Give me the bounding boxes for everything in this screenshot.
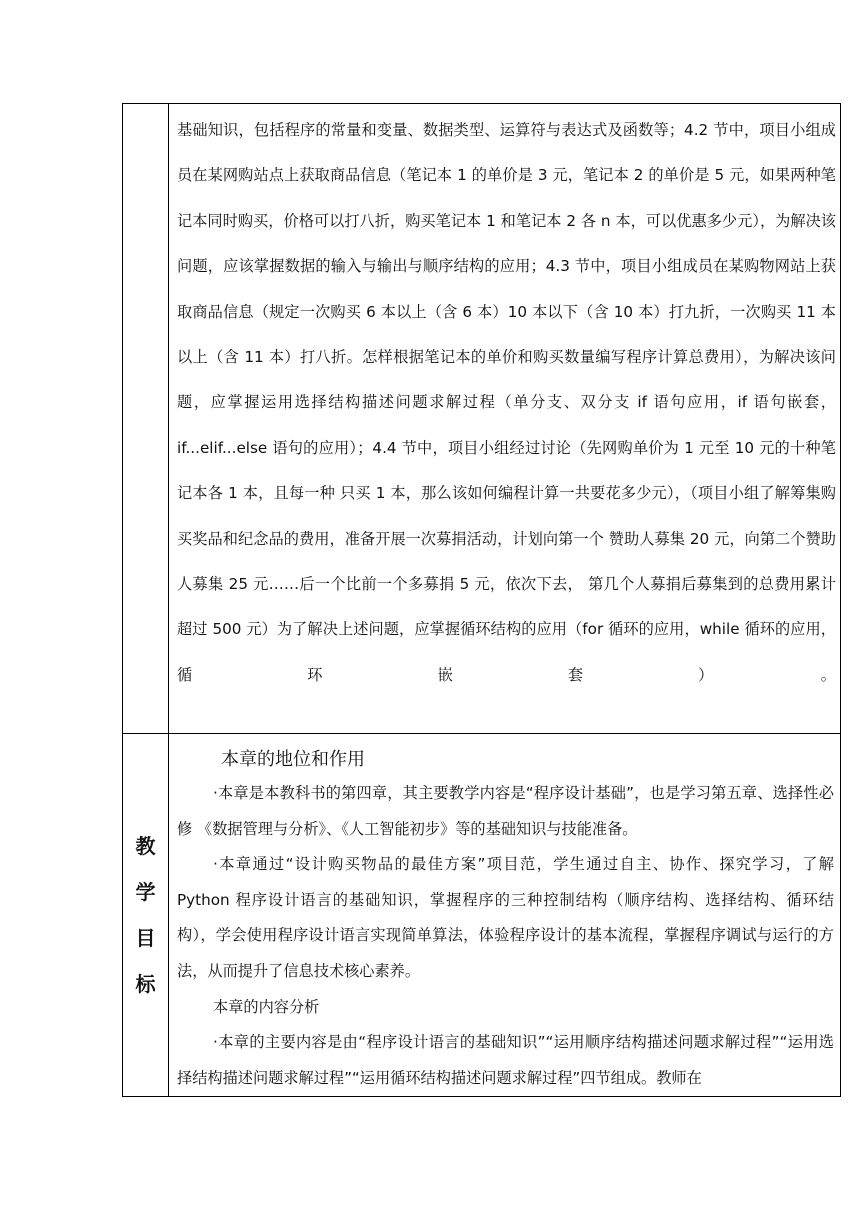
paragraph-content-analysis: ·本章的主要内容是由“程序设计语言的基础知识”“运用顺序结构描述问题求解过程”“运用选择结构描述问题求解过程”“运用循环结构描述问题求解过程”四节组成。教师在 <box>177 1033 834 1087</box>
label-char: 学 <box>135 880 156 905</box>
section-heading-content-analysis: 本章的内容分析 <box>213 997 320 1016</box>
section-heading-position: 本章的地位和作用 <box>221 749 365 770</box>
teaching-goals-label-cell <box>123 734 169 1097</box>
teaching-goals-content-cell <box>169 734 841 1097</box>
paragraph-position: ·本章是本教科书的第四章，其主要教学内容是“程序设计基础”，也是学习第五章、选择性必修 《数据管理与分析》、《人工智能初步》等的基础知识与技能准备。 <box>177 784 834 838</box>
teaching-goals-label <box>123 827 168 1003</box>
content-row-continued <box>123 104 841 734</box>
lesson-plan-table <box>122 103 841 1097</box>
label-char: 目 <box>135 926 156 951</box>
chapter-content-cell <box>169 104 841 734</box>
empty-label-cell <box>123 104 169 734</box>
paragraph-project: ·本章通过“设计购买物品的最佳方案”项目范，学生通过自主、协作、探究学习，了解 Python 程序设计语言的基础知识，掌握程序的三种控制结构（顺序结构、选择结构、循环结构），学会使用程序设计语言实现简单算法，体验程序设计的基本流程，掌握程序调试与运行的方法，从而提升了信息技术核心素养。 <box>177 855 834 980</box>
label-char: 标 <box>135 972 156 997</box>
chapter-content-text: 基础知识，包括程序的常量和变量、数据类型、运算符与表达式及函数等；4.2 节中，项目小组成员在某网购站点上获取商品信息（笔记本 1 的单价是 3 元，笔记本 2 的单价是 5 元，如果两种笔记本同时购买，价格可以打八折，购买笔记本 1 和笔记本 2 各 n 本，可以优惠多少元），为解决该问题，应该掌握数据的输入与输出与顺序结构的应用；4.3 节中，项目小组成员在某购物网站上获取商品信息（规定一次购买 6 本以上（含 6 本）10 本以下（含 10 本）打九折，一次购买 11 本以上（含 11 本）打八折。怎样根据笔记本的单价和购买数量编写程序计算总费用），为解决该问题，应掌握运用选择结构描述问题求解过程（单分支、双分支 if 语句应用，if 语句嵌套，if...elif...else 语句的应用）；4.4 节中，项目小组经过讨论（先网购单价为 1 元至 10 元的十种笔记本各 1 本，且每一种 只买 1 本，那么该如何编程计算一共要花多少元），（项目小组了解筹集购买奖品和纪念品的费用，准备开展一次募捐活动，计划向第一个 赞助人募集 20 元，向第二个赞助人募集 25 元……后一个比前一个多募捐 5 元，依次下去， 第几个人募捐后募集到的总费用累计超过 500 元）为了解决上述问题，应掌握循环结构的应用（for 循环的应用，while 循环的应用，循环嵌套）。 <box>177 121 836 684</box>
label-char: 教 <box>135 834 156 859</box>
teaching-goals-row <box>123 734 841 1097</box>
